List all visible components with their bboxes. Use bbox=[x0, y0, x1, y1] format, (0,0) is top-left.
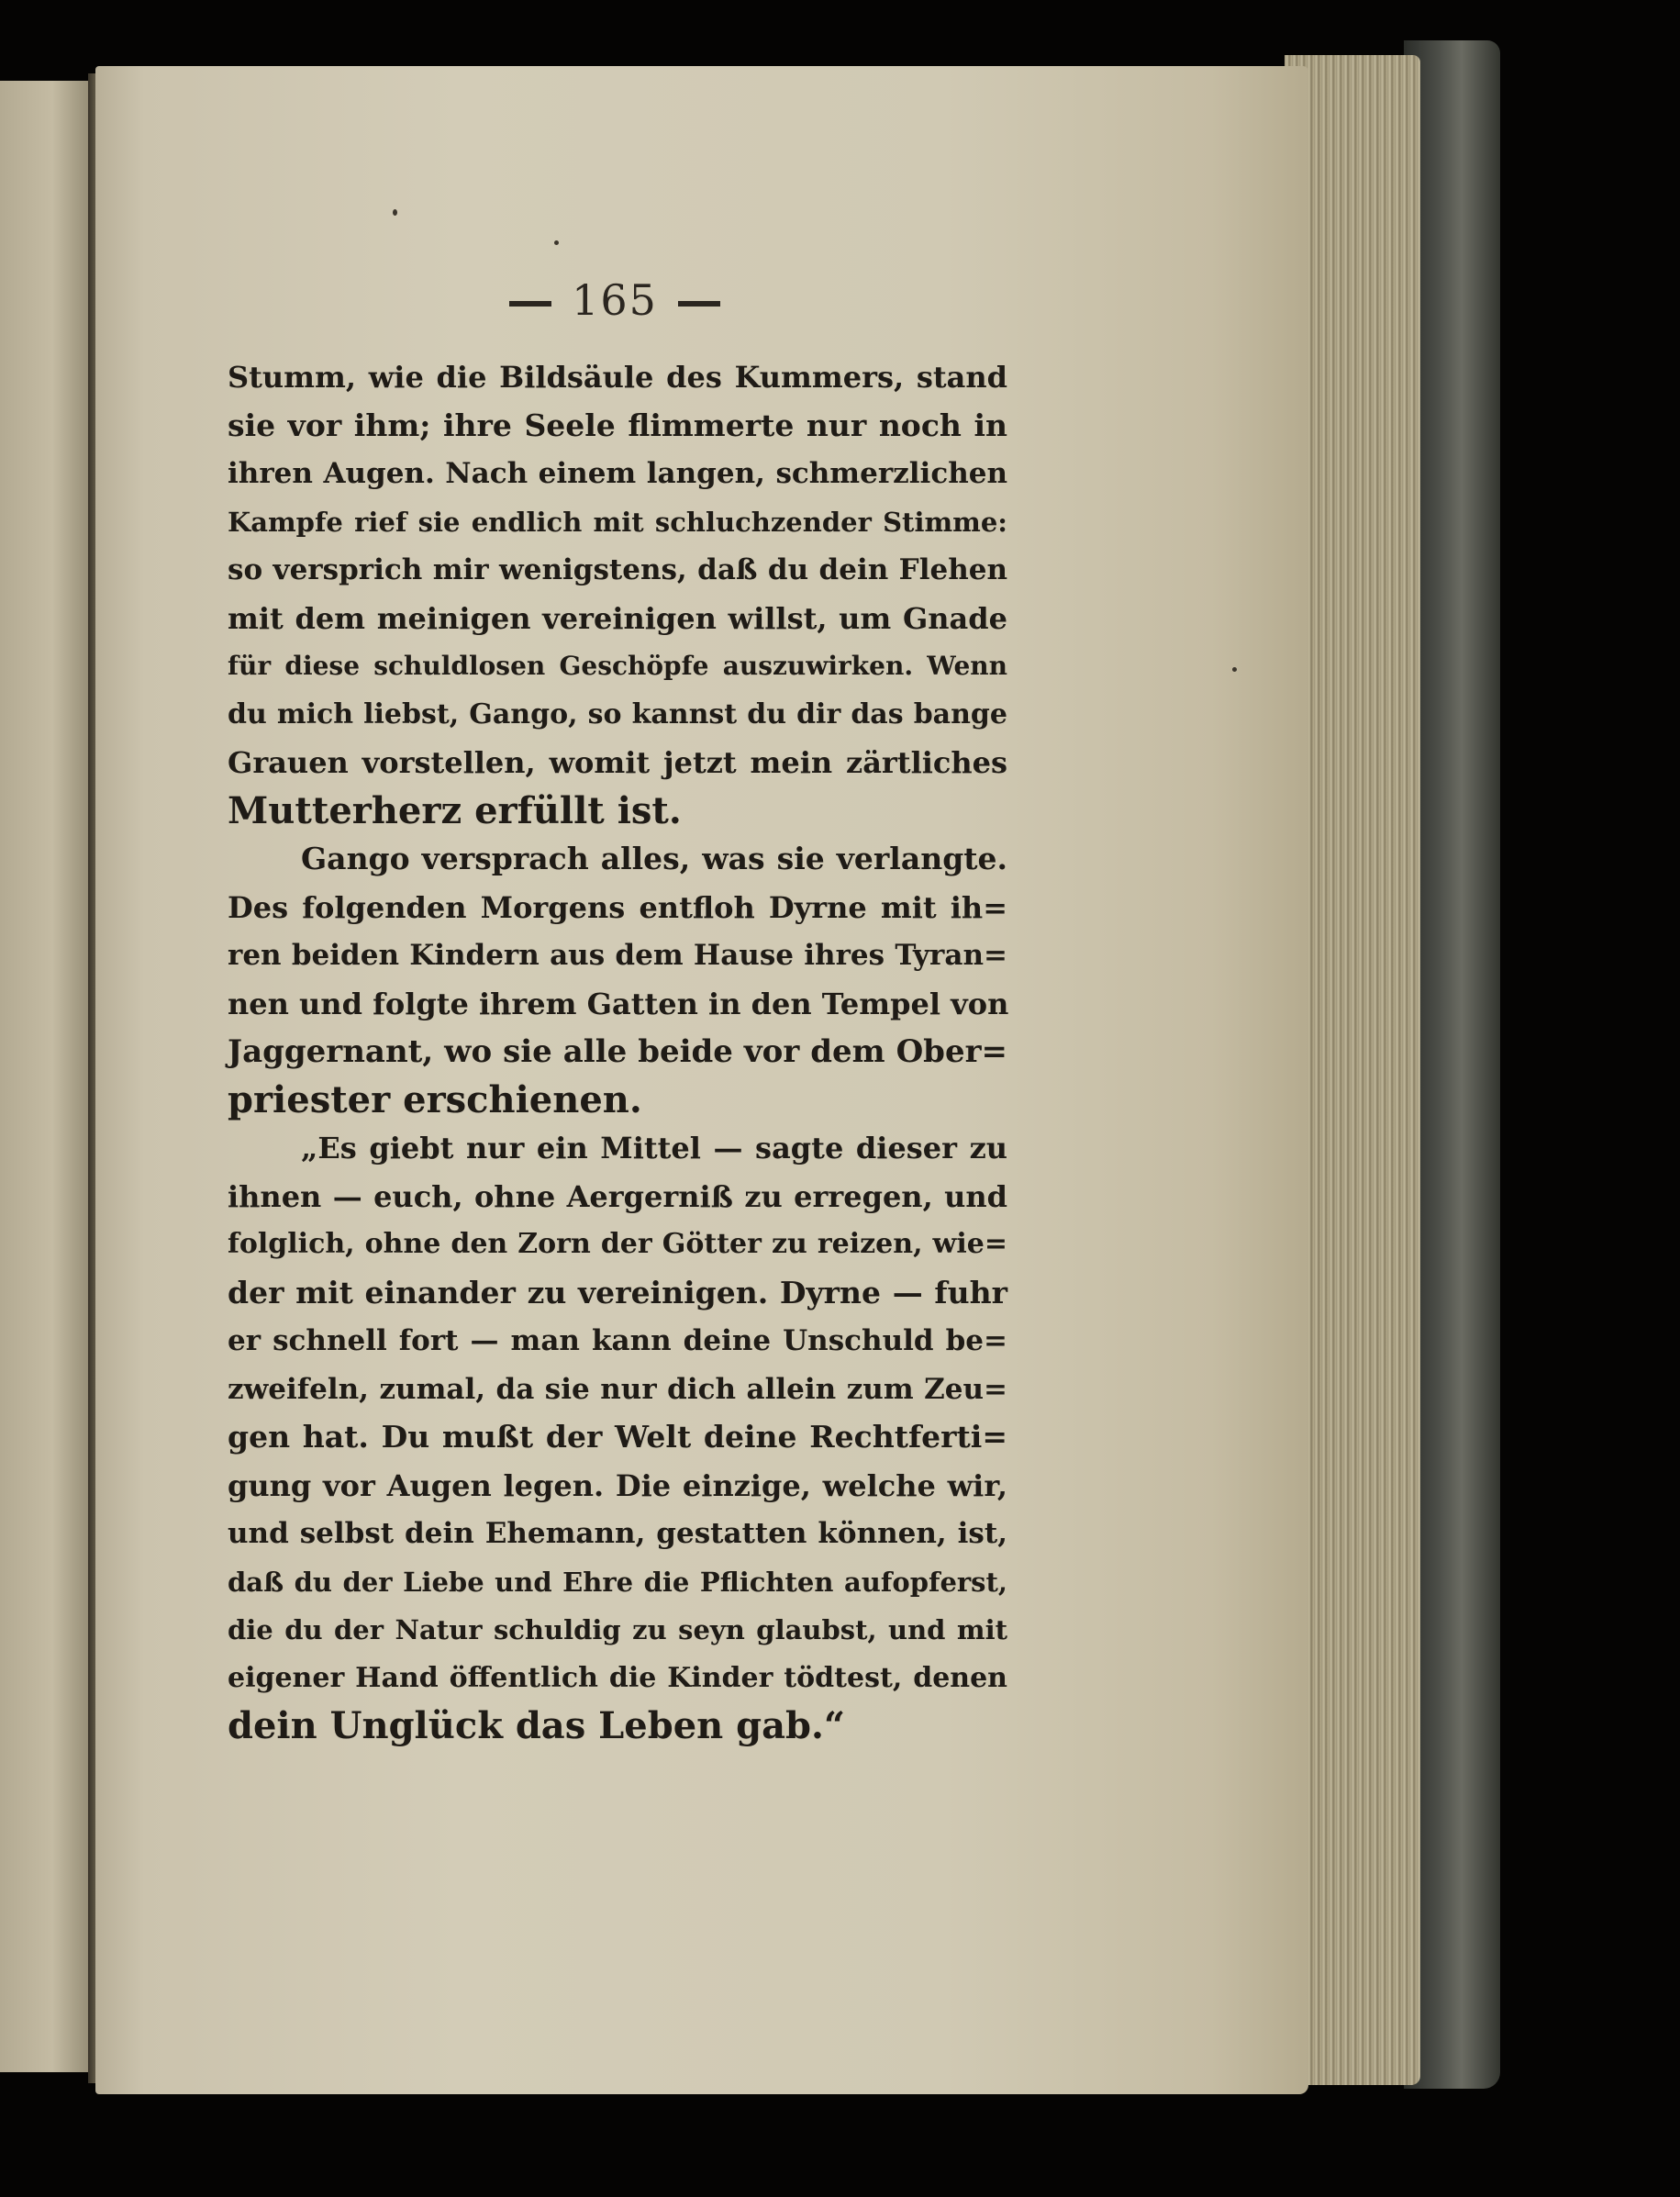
text-line: ihren Augen. Nach einem langen, schmerzlichen bbox=[228, 457, 1007, 490]
page-text bbox=[228, 353, 1007, 1751]
text-line: du mich liebst, Gango, so kannst du dir das bange bbox=[228, 697, 1007, 730]
ink-speck bbox=[1232, 667, 1237, 672]
text-line: Jaggernant, wo sie alle beide vor dem Ober= bbox=[228, 1033, 1007, 1070]
text-line: nen und folgte ihrem Gatten in den Tempel von bbox=[228, 986, 1009, 1021]
text-line: „Es giebt nur ein Mittel — sagte dieser zu bbox=[301, 1131, 1007, 1165]
text-line: gung vor Augen legen. Die einzige, welche wir, bbox=[228, 1467, 1007, 1503]
ink-speck bbox=[554, 240, 559, 245]
paragraph-3 bbox=[228, 1124, 1007, 1751]
text-line: er schnell fort — man kann deine Unschuld be= bbox=[228, 1324, 1007, 1357]
text-line: Grauen vorstellen, womit jetzt mein zärtliches bbox=[228, 745, 1007, 780]
text-line: sie vor ihm; ihre Seele flimmerte nur noch in bbox=[228, 407, 1007, 443]
text-line: mit dem meinigen vereinigen willst, um Gnade bbox=[228, 600, 1007, 636]
text-line: daß du der Liebe und Ehre die Pflichten aufopferst, bbox=[228, 1566, 1007, 1598]
page-number-dash-right bbox=[678, 301, 720, 307]
text-line: Stumm, wie die Bildsäule des Kummers, stand bbox=[228, 360, 1007, 395]
text-line: ren beiden Kindern aus dem Hause ihres Tyran= bbox=[228, 939, 1007, 972]
page-number-text: 165 bbox=[572, 275, 658, 325]
text-line: und selbst dein Ehemann, gestatten können, ist, bbox=[228, 1517, 1007, 1550]
text-line: zweifeln, zumal, da sie nur dich allein zum Zeu= bbox=[228, 1372, 1007, 1406]
page-number bbox=[477, 275, 752, 325]
text-line: Des folgenden Morgens entfloh Dyrne mit ih= bbox=[228, 889, 1007, 925]
page-number-dash-left bbox=[509, 301, 551, 307]
paragraph-1 bbox=[228, 353, 1007, 835]
text-line: folglich, ohne den Zorn der Götter zu reizen, wie= bbox=[228, 1228, 1007, 1260]
text-line: für diese schuldlosen Geschöpfe auszuwirken. Wenn bbox=[228, 651, 1007, 681]
text-line: Kampfe rief sie endlich mit schluchzender Stimme: bbox=[228, 506, 1007, 538]
text-line: ihnen — euch, ohne Aergerniß zu erregen, und bbox=[228, 1178, 1007, 1214]
text-line: gen hat. Du mußt der Welt deine Rechtferti= bbox=[228, 1419, 1007, 1455]
text-line: der mit einander zu vereinigen. Dyrne — fuhr bbox=[228, 1274, 1007, 1310]
text-line: priester erschienen. bbox=[228, 1077, 642, 1121]
text-line: Mutterherz erfüllt ist. bbox=[228, 788, 682, 832]
left-page-edge bbox=[0, 81, 95, 2072]
text-line: die du der Natur schuldig zu seyn glaubst, und mit bbox=[228, 1614, 1007, 1645]
text-line: dein Unglück das Leben gab.“ bbox=[228, 1704, 845, 1747]
text-line: so versprich mir wenigstens, daß du dein Flehen bbox=[228, 553, 1007, 586]
ink-speck bbox=[393, 209, 397, 216]
text-line: eigener Hand öffentlich die Kinder tödtest, denen bbox=[228, 1661, 1007, 1694]
text-line: Gango versprach alles, was sie verlangte. bbox=[301, 841, 1007, 876]
paragraph-2 bbox=[228, 835, 1007, 1124]
